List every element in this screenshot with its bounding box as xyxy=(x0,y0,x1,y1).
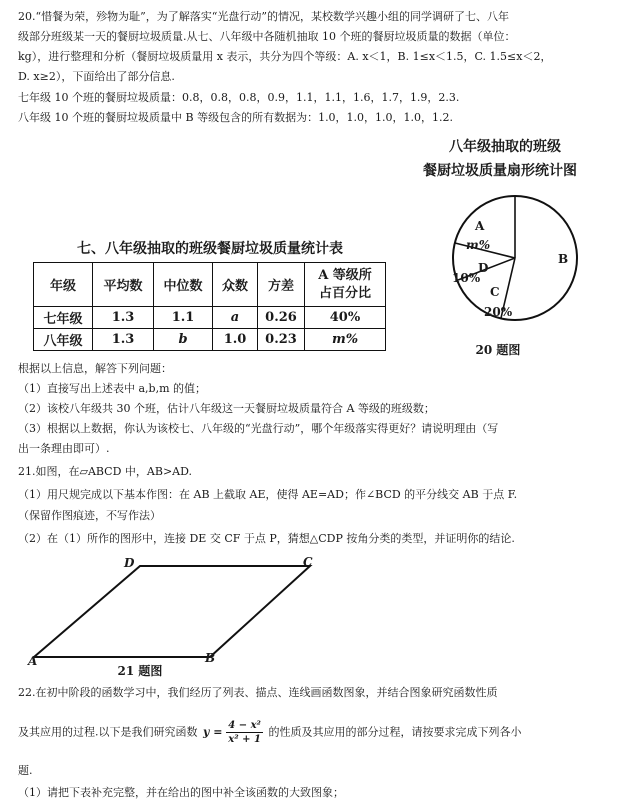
function-formula xyxy=(203,719,263,746)
pie-title-line2: 餐厨垃圾质量扇形统计图 xyxy=(423,163,577,179)
header-median: 中位数 xyxy=(154,263,213,307)
q20-question-3-cont: 出一条理由即可）. xyxy=(18,442,110,455)
q22-line2 xyxy=(18,719,610,746)
figure21-caption: 21 题图 xyxy=(117,664,163,678)
vertex-b: B xyxy=(205,651,216,665)
cell-mode: a xyxy=(213,307,258,329)
header-mode: 众数 xyxy=(213,263,258,307)
header-variance: 方差 xyxy=(258,263,305,307)
q20-question-1: （1）直接写出上述表中 a,b,m 的值； xyxy=(18,382,207,395)
function-y: y = xyxy=(203,725,223,739)
pie-label-c-percent: 20% xyxy=(484,305,513,319)
cell-mean: 1.3 xyxy=(93,329,154,351)
vertex-a: A xyxy=(28,654,38,668)
cell-mode: 1.0 xyxy=(213,329,258,351)
function-denominator: x² + 1 xyxy=(228,734,261,745)
pie-caption: 20 题图 xyxy=(475,343,521,357)
q22-line3: 题. xyxy=(18,764,33,777)
function-numerator: 4 − x² xyxy=(228,720,261,731)
pie-label-b: B xyxy=(558,252,569,266)
cell-a-percent: 40% xyxy=(305,307,386,329)
q20-question-3: （3）根据以上数据，你认为该校七、八年级的“光盘行动”，哪个年级落实得更好？请说明理由（写 xyxy=(18,422,499,435)
cell-variance: 0.23 xyxy=(258,329,305,351)
header-grade: 年级 xyxy=(34,263,93,307)
header-a-percent-line1: A 等级所 xyxy=(318,267,372,283)
q21-part-2: （2）在（1）所作的图形中，连接 DE 交 CF 于点 P，猜想△CDP 按角分类的类型，并证明你的结论. xyxy=(18,532,515,545)
pie-label-d-percent: 10% xyxy=(452,271,481,285)
q20-line: D. x≥2），下面给出了部分信息. xyxy=(18,70,175,83)
q20-line: 20.“惜餐为荣，殄物为耻”，为了解落实“光盘行动”的情况，某校数学兴趣小组的同学调研了七、八年 xyxy=(18,10,509,23)
cell-grade: 七年级 xyxy=(34,307,93,329)
cell-grade: 八年级 xyxy=(34,329,93,351)
cell-a-percent: m% xyxy=(305,329,386,351)
pie-label-a: A xyxy=(475,219,485,233)
cell-variance: 0.26 xyxy=(258,307,305,329)
table-row xyxy=(34,307,386,329)
pie-label-d: D xyxy=(478,261,489,275)
parallelogram-figure xyxy=(20,555,340,680)
q20-data-grade7: 七年级 10 个班的餐厨垃圾质量：0.8，0.8，0.8，0.9，1.1，1.1，1.6，1.7，1.9，2.3. xyxy=(18,91,460,104)
header-mean: 平均数 xyxy=(93,263,154,307)
q20-line: 级部分班级某一天的餐厨垃圾质量.从七、八年级中各随机抽取 10 个班的餐厨垃圾质量的数据（单位： xyxy=(18,30,516,43)
q22-line2-post: 的性质及其应用的部分过程，请按要求完成下列各小 xyxy=(268,725,522,739)
pie-label-a-percent: m% xyxy=(466,238,491,252)
header-a-percent xyxy=(305,263,386,307)
q21-part-1: （1）用尺规完成以下基本作图：在 AB 上截取 AE，使得 AE=AD；作∠BCD 的平分线交 AB 于点 F. xyxy=(18,488,518,501)
pie-label-c: C xyxy=(490,285,500,299)
cell-median: b xyxy=(154,329,213,351)
q21-part-1-note: （保留作图痕迹，不写作法） xyxy=(18,509,161,522)
table-row xyxy=(34,329,386,351)
q22-line1: 22.在初中阶段的函数学习中，我们经历了列表、描点、连线画函数图象，并结合图象研究函数性质 xyxy=(18,686,498,699)
q22-part-1: （1）请把下表补充完整，并在给出的图中补全该函数的大致图象； xyxy=(18,786,344,799)
pie-title-line1: 八年级抽取的班级 xyxy=(449,139,561,155)
q21-intro: 21.如图，在▱ABCD 中，AB>AD. xyxy=(18,465,193,478)
vertex-d: D xyxy=(124,556,135,570)
stats-table xyxy=(33,262,386,351)
q22-line2-pre: 及其应用的过程.以下是我们研究函数 xyxy=(18,725,198,739)
q20-question-intro: 根据以上信息，解答下列问题： xyxy=(18,362,172,375)
table-title: 七、八年级抽取的班级餐厨垃圾质量统计表 xyxy=(77,241,343,257)
cell-median: 1.1 xyxy=(154,307,213,329)
vertex-c: C xyxy=(303,555,313,569)
q20-question-2: （2）该校八年级共 30 个班，估计八年级这一天餐厨垃圾质量符合 A 等级的班级数； xyxy=(18,402,435,415)
table-header-row xyxy=(34,263,386,307)
parallelogram-abcd xyxy=(34,566,310,657)
pie-chart xyxy=(436,188,616,338)
cell-mean: 1.3 xyxy=(93,307,154,329)
function-fraction xyxy=(226,719,263,746)
q20-line: kg），进行整理和分析（餐厨垃圾质量用 x 表示，共分为四个等级：A. x＜1，B. 1≤x＜1.5，C. 1.5≤x＜2， xyxy=(18,50,552,63)
q20-data-grade8: 八年级 10 个班的餐厨垃圾质量中 B 等级包含的所有数据为：1.0，1.0，1.0，1.0，1.2. xyxy=(18,111,454,124)
header-a-percent-line2: 占百分比 xyxy=(318,285,371,301)
